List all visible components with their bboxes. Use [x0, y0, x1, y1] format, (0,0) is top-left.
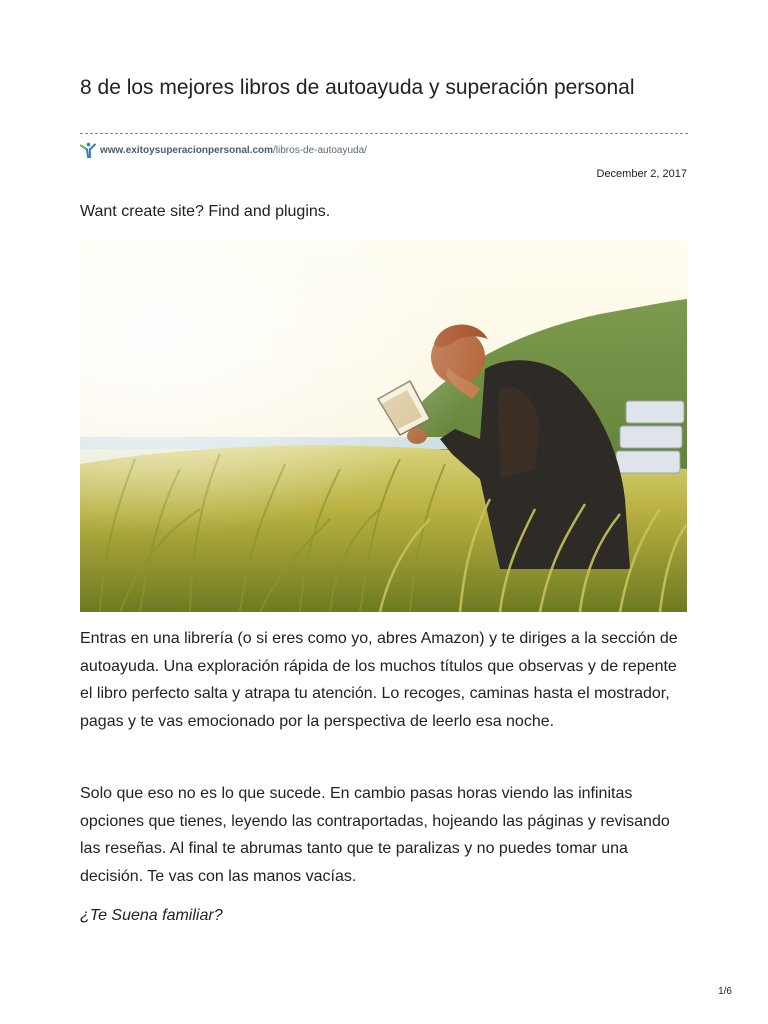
intro-line: Want create site? Find and plugins.	[80, 203, 331, 220]
source-url[interactable]	[80, 141, 367, 159]
source-path[interactable]: /libros-de-autoayuda/	[273, 144, 367, 156]
closing-question: ¿Te Suena familiar?	[80, 907, 223, 924]
hero-image	[80, 239, 687, 612]
paragraph-1: Entras en una librería (o si eres como yo, abres Amazon) y te diriges a la sección de autoayuda. Una exploración rápida de los muchos títulos que observas y de repente el libro perfecto salta y atrapa tu atención. Lo recoges, caminas hasta el mostrador, pagas y te vas emocionado por la perspectiva de leerlo esa noche.	[80, 630, 678, 730]
person-logo-icon	[80, 142, 96, 158]
page-number: 1/6	[718, 986, 732, 997]
paragraph-2: Solo que eso no es lo que sucede. En cambio pasas horas viendo las infinitas opciones que tienes, leyendo las contraportadas, hojeando las páginas y revisando las reseñas. Al final te abrumas tanto que te paralizas y no puedes tomar una decisión. Te vas con las manos vacías.	[80, 785, 670, 885]
article-title: 8 de los mejores libros de autoayuda y superación personal	[80, 76, 635, 99]
publish-date: December 2, 2017	[596, 168, 687, 180]
source-domain[interactable]: www.exitoysuperacionpersonal.com	[100, 144, 274, 156]
title-divider	[80, 133, 688, 134]
